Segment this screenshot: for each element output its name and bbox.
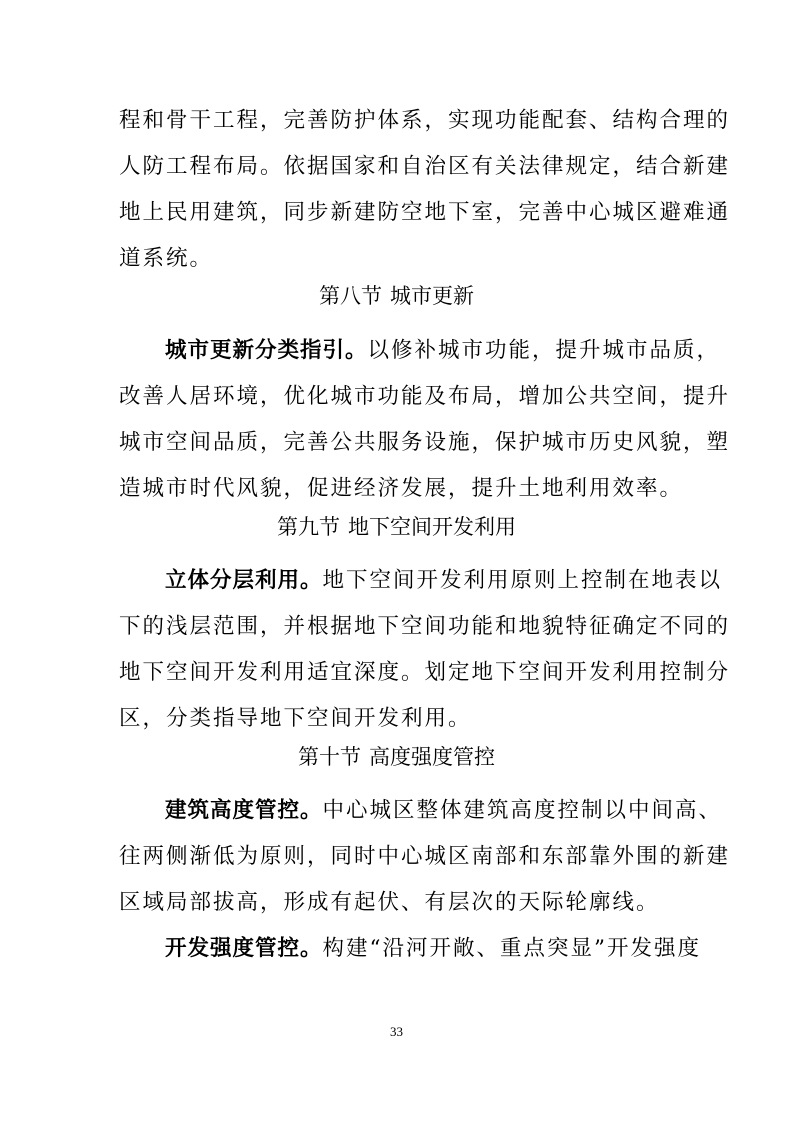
body-text-line: 区域局部拔高，形成有起伏、有层次的天际轮廓线。 [119, 890, 660, 915]
body-text-line: 地下空间开发利用适宜深度。划定地下空间开发利用控制分 [119, 660, 731, 685]
paragraph-first-line [165, 796, 723, 826]
body-text-line: 造城市时代风貌，促进经济发展，提升土地利用效率。 [119, 476, 684, 501]
paragraph-lead: 建筑高度管控。 [165, 798, 323, 823]
page-number: 33 [390, 1024, 403, 1039]
body-text-line: 往两侧渐低为原则，同时中心城区南部和东部靠外围的新建 [119, 844, 731, 869]
paragraph-text: 构建“沿河开敞、重点突显”开发强度 [322, 936, 702, 961]
body-text-line: 下的浅层范围，并根据地下空间功能和地貌特征确定不同的 [119, 614, 731, 639]
body-text-line: 城市空间品质，完善公共服务设施，保护城市历史风貌，塑 [119, 430, 731, 455]
section-heading [0, 742, 793, 772]
paragraph-first-line [165, 336, 721, 366]
body-text-line: 程和骨干工程，完善防护体系，实现功能配套、结构合理的 [119, 108, 731, 133]
paragraph-text: 以修补城市功能，提升城市品质， [367, 338, 721, 363]
body-text-line: 人防工程布局。依据国家和自治区有关法律规定，结合新建 [119, 154, 731, 179]
section-heading [0, 512, 793, 542]
section-heading [0, 281, 793, 311]
body-text-line: 道系统。 [119, 246, 214, 271]
section-number: 第九节 [277, 515, 340, 539]
body-text-line: 地上民用建筑，同步新建防空地下室，完善中心城区避难通 [119, 200, 731, 225]
paragraph-text: 地下空间开发利用原则上控制在地表以 [322, 568, 723, 593]
paragraph-lead: 城市更新分类指引。 [165, 338, 368, 363]
paragraph-lead: 立体分层利用。 [165, 568, 323, 593]
section-title: 高度强度管控 [369, 745, 495, 769]
section-number: 第十节 [298, 745, 361, 769]
paragraph-lead: 开发强度管控。 [165, 936, 323, 961]
section-number: 第八节 [319, 284, 382, 308]
paragraph-text: 中心城区整体建筑高度控制以中间高、 [322, 798, 723, 823]
section-title: 地下空间开发利用 [348, 515, 516, 539]
paragraph-first-line [165, 566, 723, 596]
section-title: 城市更新 [390, 284, 474, 308]
body-text-line: 区，分类指导地下空间开发利用。 [119, 706, 472, 731]
body-text-line: 改善人居环境，优化城市功能及布局，增加公共空间，提升 [119, 384, 731, 409]
paragraph-first-line [165, 934, 702, 964]
